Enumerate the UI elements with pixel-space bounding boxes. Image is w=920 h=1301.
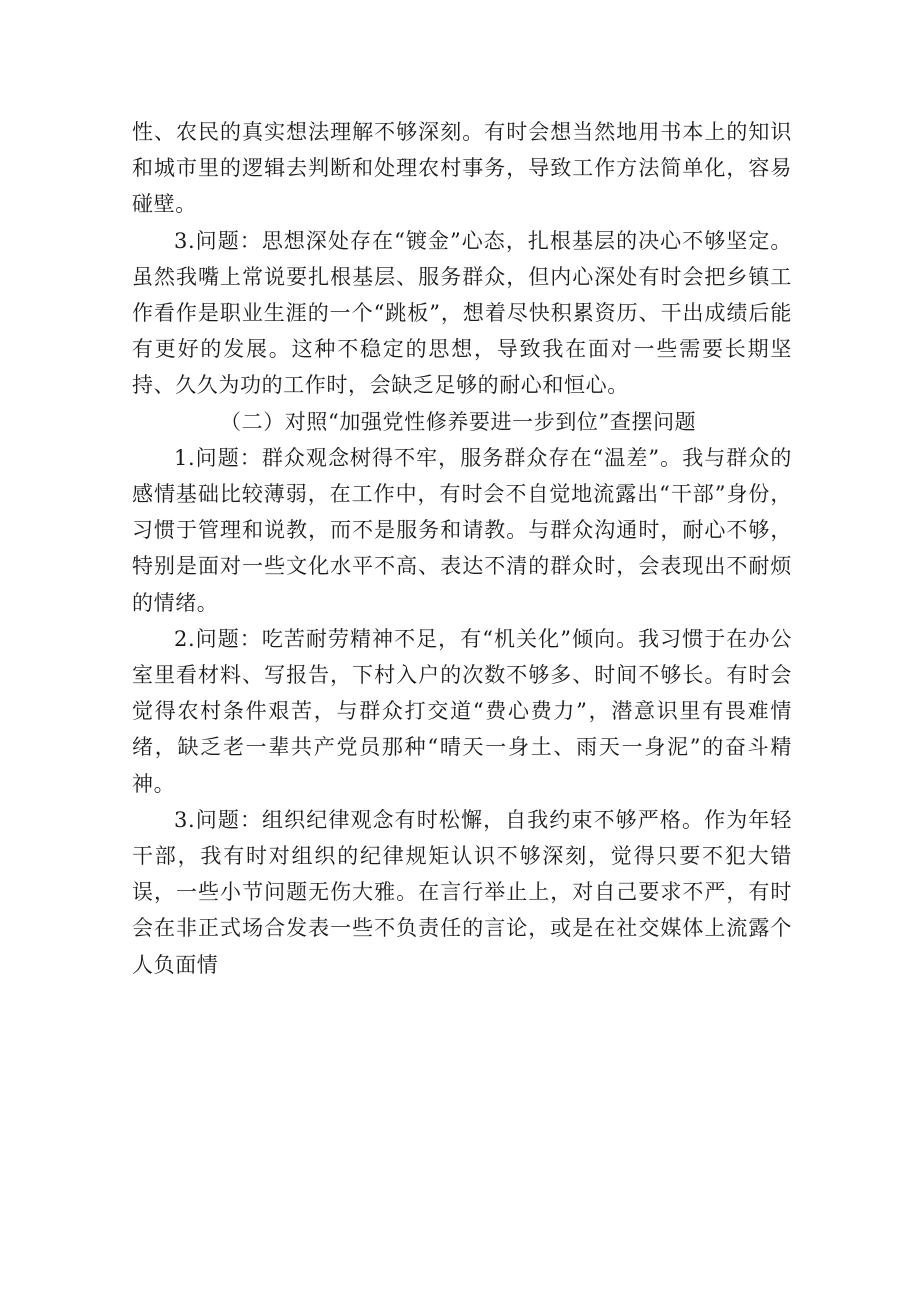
section-heading: （二）对照“加强党性修养要进一步到位”查摆问题 — [220, 409, 697, 434]
paragraph-continuation: 性、农民的真实想法理解不够深刻。有时会想当然地用书本上的知识和城市里的逻辑去判断和处理农村事务，导致工作方法简单化，容易碰壁。 — [132, 120, 792, 217]
document-body — [132, 114, 792, 983]
paragraph-item-3b-problem: 3.问题：组织纪律观念有时松懈，自我约束不够严格。作为年轻干部，我有时对组织的纪律规矩认识不够深刻，觉得只要不犯大错误，一些小节问题无伤大雅。在言行举止上，对自己要求不严，有时会在非正式场合发表一些不负责任的言论，或是在社交媒体上流露个人负面情 — [132, 807, 792, 977]
paragraph-item-3-problem: 3.问题：思想深处存在“镀金”心态，扎根基层的决心不够坚定。虽然我嘴上常说要扎根基层、服务群众，但内心深处有时会把乡镇工作看作是职业生涯的一个“跳板”，想着尽快积累资历、干出成绩后能有更好的发展。这种不稳定的思想，导致我在面对一些需要长期坚持、久久为功的工作时，会缺乏足够的耐心和恒心。 — [132, 228, 792, 398]
paragraph-item-2-problem: 2.问题：吃苦耐劳精神不足，有“机关化”倾向。我习惯于在办公室里看材料、写报告，下村入户的次数不够多、时间不够长。有时会觉得农村条件艰苦，与群众打交道“费心费力”，潜意识里有畏难情绪，缺乏老一辈共产党员那种“晴天一身土、雨天一身泥”的奋斗精神。 — [132, 626, 792, 796]
paragraph-item-1-problem: 1.问题：群众观念树得不牢，服务群众存在“温差”。我与群众的感情基础比较薄弱，在工作中，有时会不自觉地流露出“干部”身份，习惯于管理和说教，而不是服务和请教。与群众沟通时，耐心不够，特别是面对一些文化水平不高、表达不清的群众时，会表现出不耐烦的情绪。 — [132, 445, 792, 615]
